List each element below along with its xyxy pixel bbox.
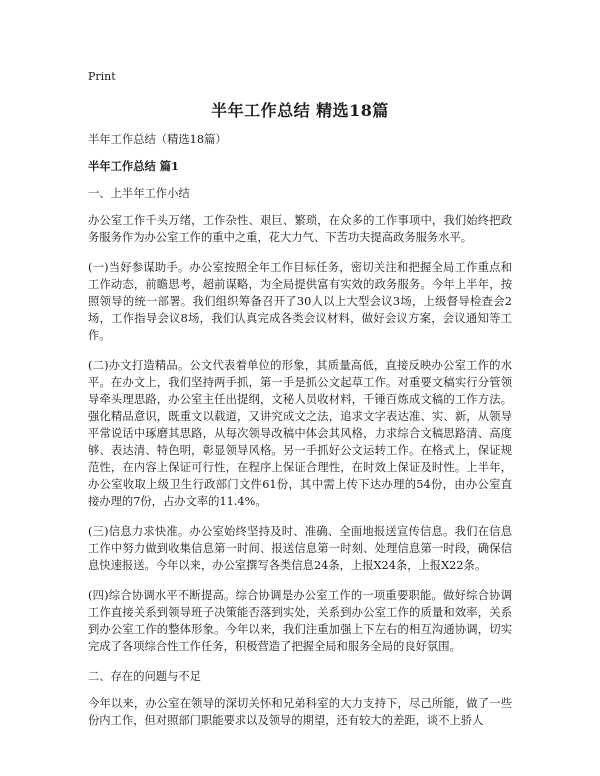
body-paragraph: (三)信息力求快准。办公室始终坚持及时、准确、全面地报送宣传信息。我们在信息工作中努力做到收集信息第一时间、报送信息第一时刻、处理信息第一时段，确保信息快速报送。今年以来，办公室撰写各类信息24条，上报X24条，上报X22条。 [88,525,512,572]
document-title: 半年工作总结 精选18篇 [211,101,389,120]
heading-problems: 二、存在的问题与不足 [88,670,201,683]
body-paragraph: (四)综合协调水平不断提高。综合协调是办公室工作的一项重要职能。做好综合协调工作直接关系到领导班子决策能否落到实处，关系到办公室工作的质量和效率，关系到办公室工作的整体形象。今年以来，我们注重加强上下左右的相互沟通协调，切实完成了各项综合性工作任务，积极营造了把握全局和服务全局的良好氛围。 [88,589,512,653]
body-paragraph: 今年以来，办公室在领导的深切关怀和兄弟科室的大力支持下，尽己所能，做了一些份内工作，但对照部门职能要求以及领导的期望，还有较大的差距，谈不上骄人 [88,697,512,727]
body-paragraph: (一)当好参谋助手。办公室按照全年工作目标任务，密切关注和把握全局工作重点和工作动态，前瞻思考，超前谋略，为全局提供富有实效的政务服务。今年上半年，按照领导的统一部署。我们组织筹备召开了30人以上大型会议3场，上级督导检查会2场，工作指导会议8场，我们认真完成各类会议材料，做好会议方案，会议通知等工作。 [88,261,512,342]
body-paragraph: 办公室工作千头万绪，工作杂性、艰巨、繁琐，在众多的工作事项中，我们始终把政务服务作为办公室工作的重中之重，花大力气、下苦功夫提高政务服务水平。 [88,214,512,244]
section-title: 半年工作总结 篇1 [88,159,179,173]
body-paragraph: (二)办文打造精品。公文代表着单位的形象，其质量高低，直接反映办公室工作的水平。在办文上，我们坚持两手抓，第一手是抓公文起草工作。对重要文稿实行分管领导牵头理思路，办公室主任出提纲，文秘人员收材料，千锤百炼成文稿的工作方法。强化精品意识，既重文以载道，又讲究成文之法，追求文字表达准、实、新，从领导平常说话中琢磨其思路，从每次领导改稿中体会其风格，力求综合文稿思路清、高度够、表达清、特色明，彰显领导风格。另一手抓好公文运转工作。在格式上，保证规范性，在内容上保证可行性，在程序上保证合理性，在时效上保证及时性。上半年，办公室收取上级卫生行政部门文件61份，其中需上传下达办理的54份，由办公室直接办理的7份，占办文率的11.4%。 [88,359,512,508]
document-body [88,131,512,742]
document-subtitle: 半年工作总结（精选18篇） [88,133,227,146]
print-label[interactable]: Print [88,70,116,83]
heading-first-half-summary: 一、上半年工作小结 [88,187,190,200]
